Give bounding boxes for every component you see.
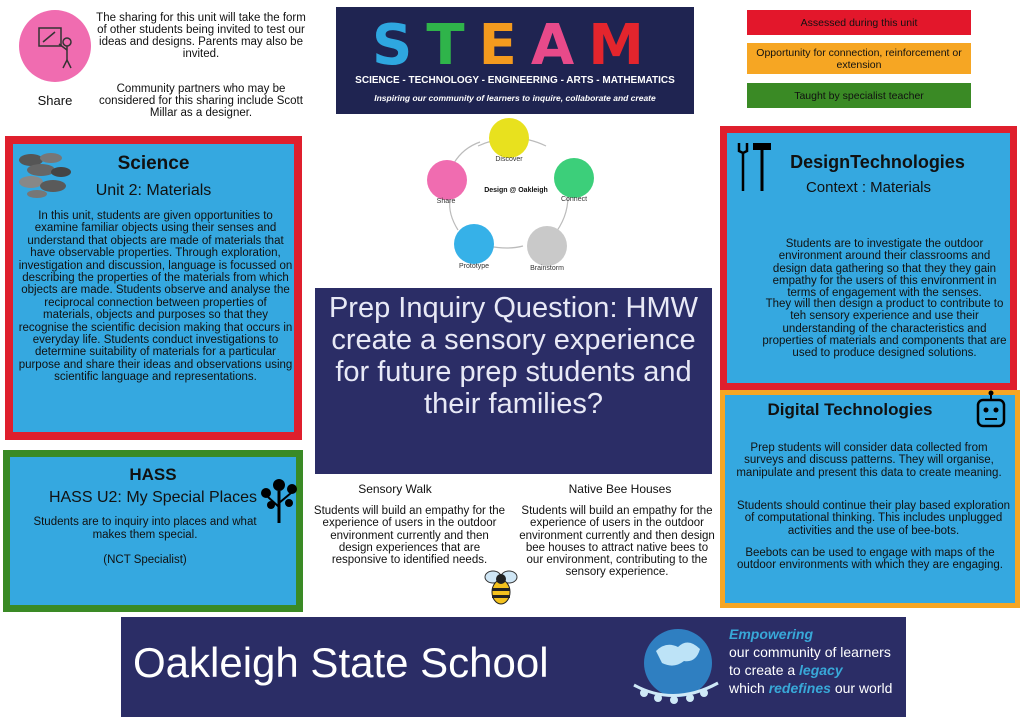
cycle-stage-brainstorm: Brainstorm bbox=[530, 265, 564, 272]
legend-specialist: Taught by specialist teacher bbox=[747, 83, 971, 108]
steam-letter-m: M bbox=[588, 13, 658, 78]
discover-icon bbox=[489, 118, 529, 158]
robot-icon bbox=[975, 390, 1007, 430]
science-card bbox=[5, 136, 302, 440]
tagline-line-4-post: our world bbox=[830, 680, 893, 696]
inquiry-question: Prep Inquiry Question: HMW create a sensory experience for future prep students and their families? bbox=[315, 288, 712, 474]
steam-tagline: Inspiring our community of learners to inquire, collaborate and create bbox=[374, 93, 656, 103]
cycle-stage-discover: Discover bbox=[495, 156, 523, 163]
share-cycle-icon bbox=[427, 160, 467, 200]
steam-letter-a: A bbox=[530, 13, 589, 78]
hass-card bbox=[3, 450, 303, 612]
tagline-line-2: our community of learners bbox=[729, 644, 891, 660]
design-technologies-body-1: Students are to investigate the outdoor environment around their classrooms and design data gathering so that they they gain empathy for the users of this environment in terms of engagement with the senses. bbox=[772, 238, 997, 300]
tagline-line-4-pre: which bbox=[729, 680, 769, 696]
science-body: In this unit, students are given opportunities to examine familiar objects using their senses and understand that objects are made of materials that have observable properties. Through exploration, investigation and discussion, language is focussed on describing the properties of the materials from which objects are made. Students observe and analyse the reciprocal connection between properties of materials, objects and purposes so that they recognise the scientific decision making that occurs in everyday life. Students conduct investigations to determine suitability of materials for a particular purpose and share their ideas and observations using scientific language and representations. bbox=[18, 210, 293, 384]
design-cycle-diagram bbox=[418, 118, 608, 288]
steam-letter-s: S bbox=[372, 13, 427, 78]
hass-unit: HASS U2: My Special Places bbox=[48, 489, 258, 506]
design-technologies-context: Context : Materials bbox=[805, 179, 932, 196]
sensory-walk-title: Sensory Walk bbox=[358, 482, 432, 496]
design-technologies-title: DesignTechnologies bbox=[790, 152, 965, 172]
hass-body: Students are to inquiry into places and what makes them special. bbox=[33, 516, 257, 541]
digital-technologies-title: Digital Technologies bbox=[767, 400, 933, 419]
digital-technologies-body-2: Students should continue their play based exploration of computational thinking. This includes unplugged activities and the use of bee-bots. bbox=[737, 500, 1010, 537]
community-partners-text: Community partners who may be considered for this sharing include Scott Millar as a designer. bbox=[99, 83, 303, 119]
hass-title: HASS bbox=[129, 465, 177, 484]
steam-letter-e: E bbox=[478, 13, 531, 78]
science-title: Science bbox=[117, 153, 190, 174]
tagline-empowering: Empowering bbox=[729, 626, 814, 642]
cycle-stage-prototype: Prototype bbox=[459, 263, 489, 270]
globe-logo-icon bbox=[626, 623, 722, 711]
digital-technologies-body-3: Beebots can be used to engage with maps of the outdoor environments with which they are engaging. bbox=[737, 547, 1003, 572]
digital-technologies-body-1: Prep students will consider data collected from surveys and discuss patterns. They will organise, manipulate and present this data to create meaning. bbox=[736, 442, 1002, 479]
digital-technologies-card bbox=[720, 390, 1020, 608]
cycle-stage-share: Share bbox=[436, 198, 456, 205]
sensory-walk-body: Students will build an empathy for the experience of users in the outdoor environment currently and then design experiences that are responsive to identified needs. bbox=[313, 505, 506, 567]
legend-assessed: Assessed during this unit bbox=[747, 10, 971, 35]
design-technologies-card bbox=[720, 126, 1017, 390]
school-name: Oakleigh State School bbox=[133, 639, 549, 686]
steam-letter-t: T bbox=[426, 13, 479, 78]
cycle-stage-connect: Connect bbox=[560, 196, 588, 203]
connect-icon bbox=[554, 158, 594, 198]
design-technologies-body-2: They will then design a product to contribute to teh sensory experience and use their understanding of the characteristics and properties of materials and components that are used to produce designed solutions. bbox=[762, 298, 1007, 360]
legend-opportunity: Opportunity for connection, reinforcement or extension bbox=[747, 43, 971, 74]
steam-subtitle: SCIENCE - TECHNOLOGY - ENGINEERING - ARTS - MATHEMATICS bbox=[355, 75, 675, 86]
bee-icon bbox=[483, 565, 519, 607]
bee-houses-body: Students will build an empathy for the experience of users in the outdoor environment currently and then design bee houses to attract native bees to our environment, contributing to the sensory experience. bbox=[519, 505, 715, 579]
share-description: The sharing for this unit will take the form of other students being invited to test our ideas and designs. Parents may also be invited. bbox=[96, 12, 306, 60]
share-icon bbox=[19, 10, 91, 82]
cycle-center-label: Design @ Oakleigh bbox=[484, 187, 548, 194]
hass-note: (NCT Specialist) bbox=[103, 554, 187, 566]
steam-banner bbox=[336, 7, 694, 114]
prototype-icon bbox=[454, 224, 494, 264]
tagline-redefines: redefines bbox=[768, 680, 831, 696]
footer-tagline bbox=[729, 625, 909, 697]
share-label: Share bbox=[37, 93, 73, 108]
school-footer-banner bbox=[121, 617, 906, 717]
bee-houses-title: Native Bee Houses bbox=[568, 482, 672, 496]
steam-logo-word bbox=[336, 13, 694, 78]
brainstorm-icon bbox=[527, 226, 567, 266]
science-unit: Unit 2: Materials bbox=[95, 182, 212, 199]
tagline-line-3-pre: to create a bbox=[729, 662, 800, 678]
tagline-legacy: legacy bbox=[799, 662, 843, 678]
